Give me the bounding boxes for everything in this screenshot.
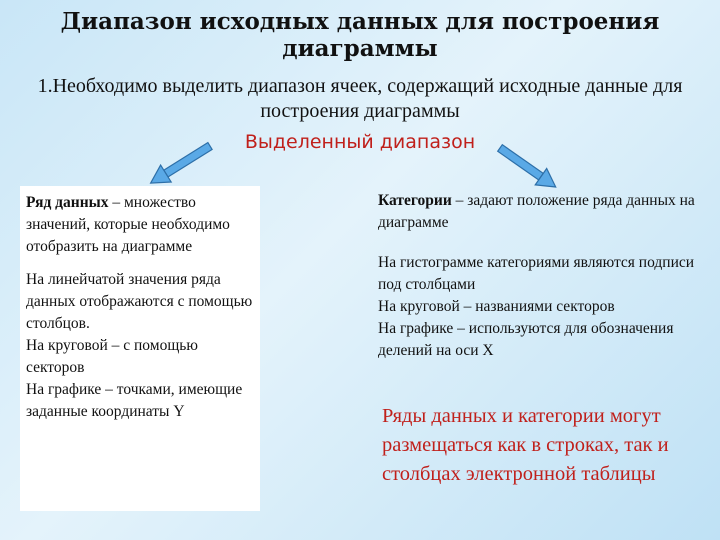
categories-definition: Категории – задают положение ряда данных на диаграмме <box>378 192 695 231</box>
intro-text: 1.Необходимо выделить диапазон ячеек, содержащий исходные данные для построения диаграммы <box>37 75 683 122</box>
data-series-column <box>26 192 258 434</box>
categories-term: Категории <box>378 192 452 209</box>
detail-graph-axis: На графике – используются для обозначения делений на оси X <box>378 320 674 359</box>
detail-bar: На линейчатой значения ряда данных отображаются с помощью столбцов. <box>26 271 253 332</box>
detail-pie: На круговой – с помощью секторов <box>26 337 198 376</box>
page-title: Диапазон исходных данных для построения диаграммы <box>60 8 660 62</box>
data-series-definition: Ряд данных – множество значений, которые необходимо отобразить на диаграмме <box>26 194 230 255</box>
detail-pie-sectors: На круговой – названиями секторов <box>378 298 615 315</box>
detail-histogram: На гистограмме категориями являются подписи под столбцами <box>378 254 695 293</box>
categories-column <box>378 190 708 376</box>
detail-line: На графике – точками, имеющие заданные координаты Y <box>26 381 243 420</box>
data-series-details <box>26 269 258 423</box>
selected-range-label: Выделенный диапазон <box>244 131 476 153</box>
categories-details <box>378 252 708 362</box>
arrow-right-icon <box>486 136 566 196</box>
placement-note: Ряды данных и категории могут размещаться как в строках, так и столбцах электронной таблицы <box>382 405 669 485</box>
data-series-term: Ряд данных <box>26 194 109 211</box>
